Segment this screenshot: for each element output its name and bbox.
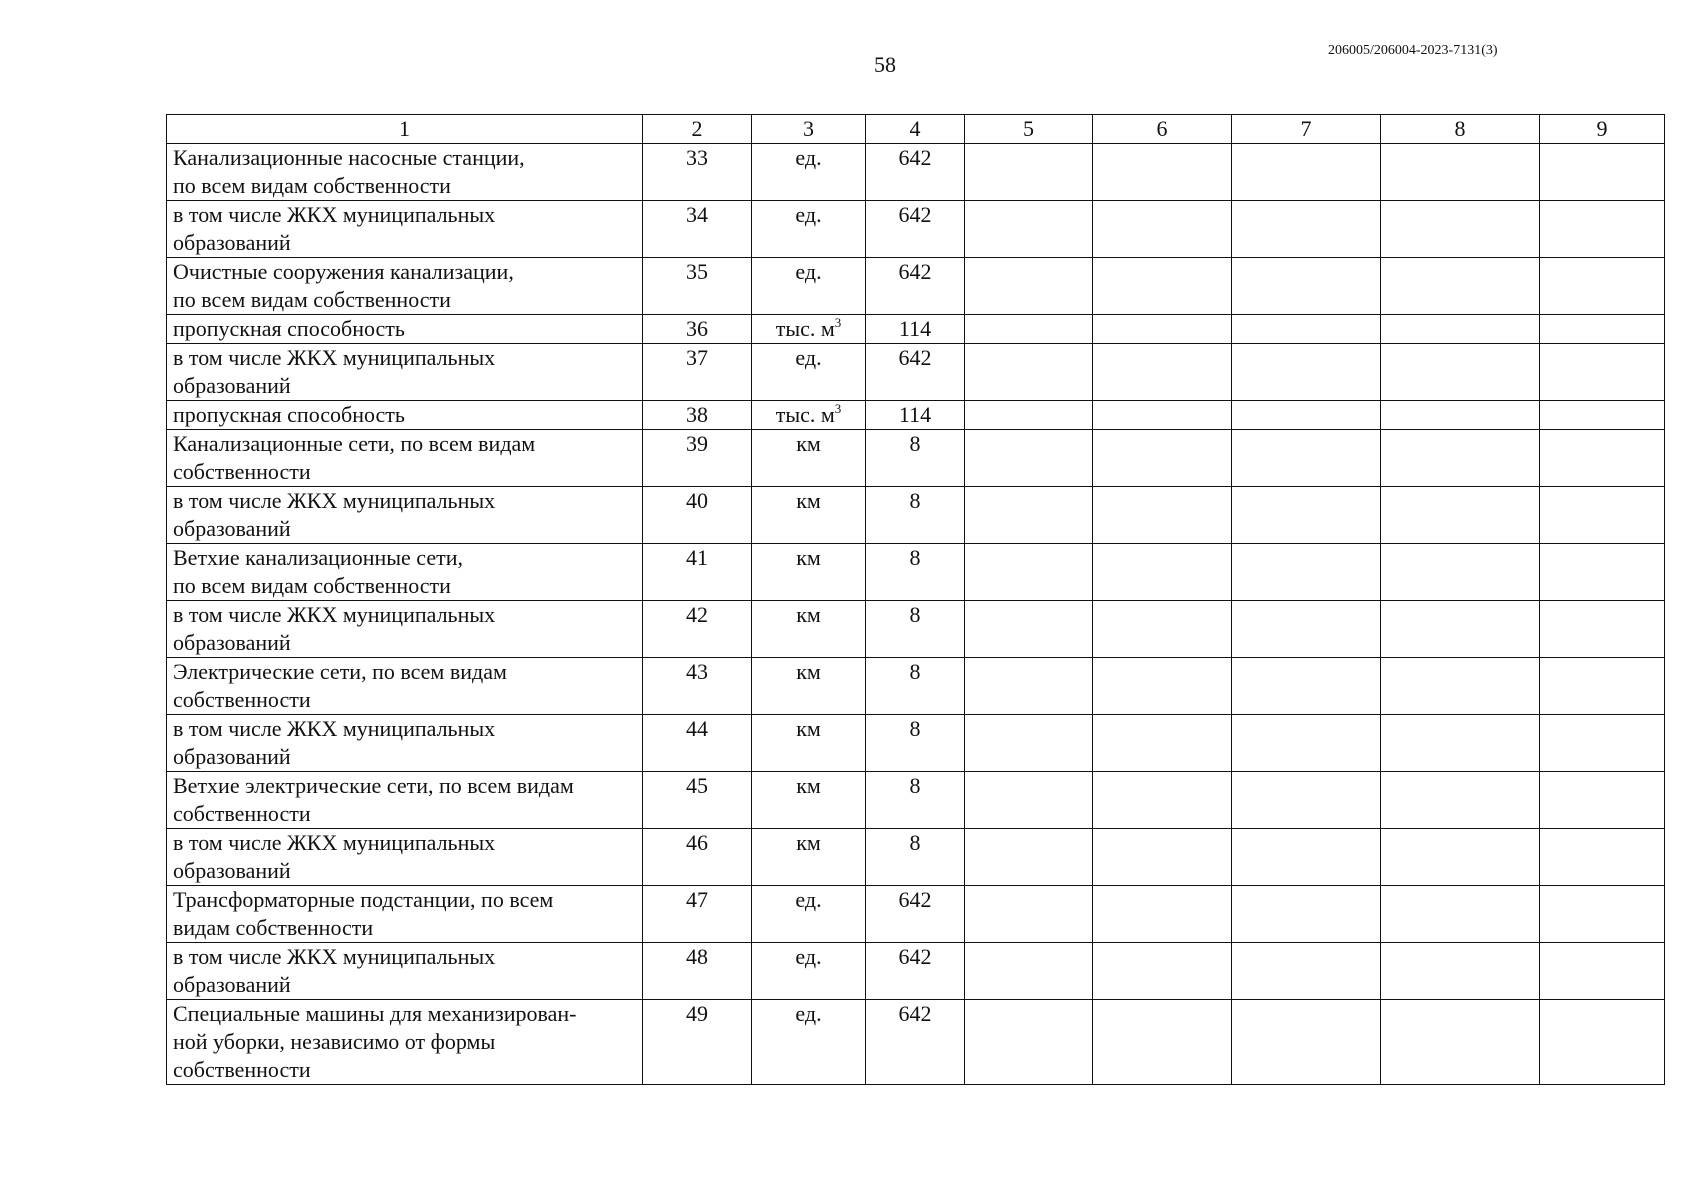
unit-superscript: 3 xyxy=(834,315,842,330)
value-cell xyxy=(965,201,1093,258)
value-cell xyxy=(1540,315,1665,344)
indicator-name-cell xyxy=(167,258,643,315)
value-cell xyxy=(965,772,1093,829)
column-header: 4 xyxy=(866,115,965,144)
table-row xyxy=(167,487,1665,544)
value-cell xyxy=(1540,487,1665,544)
value-cell xyxy=(1381,658,1540,715)
line-number-cell: 42 xyxy=(643,601,752,658)
value-cell xyxy=(1381,544,1540,601)
unit-cell xyxy=(752,201,866,258)
value-cell xyxy=(965,344,1093,401)
indicator-name-line: Очистные сооружения канализации, xyxy=(173,259,514,284)
unit-label: км xyxy=(796,602,821,627)
value-cell xyxy=(965,544,1093,601)
line-number-cell: 35 xyxy=(643,258,752,315)
okei-code-cell: 642 xyxy=(866,201,965,258)
value-cell xyxy=(1232,487,1381,544)
table-row xyxy=(167,544,1665,601)
indicator-name-line: пропускная способность xyxy=(173,316,405,341)
indicator-name-line: образований xyxy=(173,630,291,655)
line-number-cell: 47 xyxy=(643,886,752,943)
indicator-name-cell xyxy=(167,1000,643,1085)
unit-label: ед. xyxy=(795,887,822,912)
unit-label: км xyxy=(796,659,821,684)
unit-cell xyxy=(752,943,866,1000)
line-number-cell: 36 xyxy=(643,315,752,344)
table-row xyxy=(167,1000,1665,1085)
okei-code-cell: 642 xyxy=(866,258,965,315)
value-cell xyxy=(1093,487,1232,544)
value-cell xyxy=(965,715,1093,772)
value-cell xyxy=(1093,943,1232,1000)
okei-code-cell: 8 xyxy=(866,772,965,829)
indicator-name-line: в том числе ЖКХ муниципальных xyxy=(173,944,496,969)
report-table xyxy=(166,114,1665,1085)
unit-label: ед. xyxy=(795,944,822,969)
value-cell xyxy=(1232,401,1381,430)
value-cell xyxy=(1381,601,1540,658)
column-header: 8 xyxy=(1381,115,1540,144)
value-cell xyxy=(965,401,1093,430)
okei-code-cell: 642 xyxy=(866,943,965,1000)
value-cell xyxy=(1093,829,1232,886)
value-cell xyxy=(1232,601,1381,658)
unit-cell xyxy=(752,715,866,772)
okei-code-cell: 8 xyxy=(866,487,965,544)
unit-cell xyxy=(752,601,866,658)
value-cell xyxy=(1381,258,1540,315)
value-cell xyxy=(1540,144,1665,201)
value-cell xyxy=(1381,315,1540,344)
indicator-name-line: образований xyxy=(173,972,291,997)
unit-label: ед. xyxy=(795,145,822,170)
indicator-name-line: в том числе ЖКХ муниципальных xyxy=(173,488,496,513)
line-number-cell: 39 xyxy=(643,430,752,487)
page-number: 58 xyxy=(874,52,896,77)
indicator-name-line: собственности xyxy=(173,1057,311,1082)
column-header: 1 xyxy=(167,115,643,144)
indicator-name-line: в том числе ЖКХ муниципальных xyxy=(173,202,496,227)
value-cell xyxy=(1540,258,1665,315)
unit-cell xyxy=(752,886,866,943)
indicator-name-line: в том числе ЖКХ муниципальных xyxy=(173,716,496,741)
indicator-name-line: ной уборки, независимо от формы xyxy=(173,1029,496,1054)
indicator-name-line: собственности xyxy=(173,459,311,484)
table-row xyxy=(167,715,1665,772)
indicator-name-line: в том числе ЖКХ муниципальных xyxy=(173,830,496,855)
unit-cell xyxy=(752,658,866,715)
value-cell xyxy=(1232,258,1381,315)
value-cell xyxy=(1232,658,1381,715)
indicator-name-cell xyxy=(167,487,643,544)
line-number-cell: 49 xyxy=(643,1000,752,1085)
unit-label: ед. xyxy=(795,345,822,370)
table-row xyxy=(167,658,1665,715)
value-cell xyxy=(1540,658,1665,715)
indicator-name-line: образований xyxy=(173,230,291,255)
indicator-name-line: собственности xyxy=(173,687,311,712)
table-row xyxy=(167,201,1665,258)
value-cell xyxy=(1381,772,1540,829)
indicator-name-cell xyxy=(167,201,643,258)
indicator-name-line: образований xyxy=(173,516,291,541)
value-cell xyxy=(1093,658,1232,715)
value-cell xyxy=(1093,544,1232,601)
line-number-cell: 41 xyxy=(643,544,752,601)
header-row xyxy=(167,115,1665,144)
okei-code-cell: 642 xyxy=(866,1000,965,1085)
indicator-name-line: образований xyxy=(173,858,291,883)
indicator-name-line: Трансформаторные подстанции, по всем xyxy=(173,887,554,912)
line-number-cell: 34 xyxy=(643,201,752,258)
value-cell xyxy=(1381,430,1540,487)
value-cell xyxy=(965,487,1093,544)
value-cell xyxy=(965,430,1093,487)
column-header: 7 xyxy=(1232,115,1381,144)
value-cell xyxy=(1093,401,1232,430)
value-cell xyxy=(1093,430,1232,487)
value-cell xyxy=(1540,201,1665,258)
indicator-name-line: Специальные машины для механизирован- xyxy=(173,1001,577,1026)
unit-label: ед. xyxy=(795,202,822,227)
table-body xyxy=(167,144,1665,1085)
table-row xyxy=(167,315,1665,344)
table-row xyxy=(167,344,1665,401)
value-cell xyxy=(1232,1000,1381,1085)
value-cell xyxy=(1093,258,1232,315)
table-row xyxy=(167,943,1665,1000)
document-id: 206005/206004-2023-7131(3) xyxy=(1328,43,1498,58)
indicator-name-line: по всем видам собственности xyxy=(173,573,451,598)
value-cell xyxy=(1381,1000,1540,1085)
value-cell xyxy=(1093,772,1232,829)
indicator-name-line: Канализационные насосные станции, xyxy=(173,145,525,170)
unit-cell xyxy=(752,829,866,886)
unit-cell xyxy=(752,258,866,315)
value-cell xyxy=(965,1000,1093,1085)
column-header: 9 xyxy=(1540,115,1665,144)
unit-label: тыс. м xyxy=(775,316,835,341)
unit-cell xyxy=(752,772,866,829)
unit-label: км xyxy=(796,716,821,741)
unit-cell xyxy=(752,315,866,344)
okei-code-cell: 114 xyxy=(866,315,965,344)
value-cell xyxy=(1540,943,1665,1000)
indicator-name-cell xyxy=(167,829,643,886)
value-cell xyxy=(1540,829,1665,886)
value-cell xyxy=(965,601,1093,658)
value-cell xyxy=(965,144,1093,201)
table-row xyxy=(167,144,1665,201)
value-cell xyxy=(1093,886,1232,943)
value-cell xyxy=(965,943,1093,1000)
value-cell xyxy=(1381,886,1540,943)
indicator-name-line: образований xyxy=(173,744,291,769)
indicator-name-cell xyxy=(167,772,643,829)
line-number-cell: 43 xyxy=(643,658,752,715)
value-cell xyxy=(965,315,1093,344)
table-row xyxy=(167,430,1665,487)
value-cell xyxy=(965,886,1093,943)
column-header: 3 xyxy=(752,115,866,144)
value-cell xyxy=(1381,943,1540,1000)
unit-label: км xyxy=(796,431,821,456)
unit-cell xyxy=(752,544,866,601)
value-cell xyxy=(1381,715,1540,772)
indicator-name-line: Электрические сети, по всем видам xyxy=(173,659,507,684)
table-row xyxy=(167,886,1665,943)
value-cell xyxy=(1381,201,1540,258)
value-cell xyxy=(1232,829,1381,886)
value-cell xyxy=(1540,601,1665,658)
unit-label: ед. xyxy=(795,259,822,284)
indicator-name-cell xyxy=(167,544,643,601)
unit-label: км xyxy=(796,488,821,513)
value-cell xyxy=(1093,144,1232,201)
value-cell xyxy=(1093,1000,1232,1085)
value-cell xyxy=(1381,401,1540,430)
okei-code-cell: 642 xyxy=(866,886,965,943)
okei-code-cell: 8 xyxy=(866,601,965,658)
value-cell xyxy=(1381,144,1540,201)
table-row xyxy=(167,601,1665,658)
value-cell xyxy=(1540,772,1665,829)
indicator-name-line: в том числе ЖКХ муниципальных xyxy=(173,602,496,627)
unit-cell xyxy=(752,144,866,201)
indicator-name-cell xyxy=(167,430,643,487)
value-cell xyxy=(1232,886,1381,943)
line-number-cell: 46 xyxy=(643,829,752,886)
value-cell xyxy=(1093,601,1232,658)
value-cell xyxy=(1540,401,1665,430)
line-number-cell: 40 xyxy=(643,487,752,544)
value-cell xyxy=(965,258,1093,315)
indicator-name-cell xyxy=(167,315,643,344)
value-cell xyxy=(1540,886,1665,943)
table-row xyxy=(167,258,1665,315)
unit-label: км xyxy=(796,830,821,855)
value-cell xyxy=(1540,344,1665,401)
unit-superscript: 3 xyxy=(834,401,842,416)
column-header: 6 xyxy=(1093,115,1232,144)
value-cell xyxy=(1093,344,1232,401)
indicator-name-cell xyxy=(167,715,643,772)
column-header: 2 xyxy=(643,115,752,144)
indicator-name-line: Ветхие канализационные сети, xyxy=(173,545,463,570)
okei-code-cell: 8 xyxy=(866,715,965,772)
value-cell xyxy=(1381,344,1540,401)
value-cell xyxy=(1093,715,1232,772)
indicator-name-cell xyxy=(167,344,643,401)
indicator-name-line: собственности xyxy=(173,801,311,826)
value-cell xyxy=(965,658,1093,715)
unit-cell xyxy=(752,487,866,544)
okei-code-cell: 8 xyxy=(866,829,965,886)
unit-cell xyxy=(752,430,866,487)
indicator-name-line: пропускная способность xyxy=(173,402,405,427)
indicator-name-line: Ветхие электрические сети, по всем видам xyxy=(173,773,574,798)
indicator-name-line: Канализационные сети, по всем видам xyxy=(173,431,536,456)
value-cell xyxy=(1232,344,1381,401)
unit-label: тыс. м xyxy=(775,402,835,427)
value-cell xyxy=(1093,315,1232,344)
value-cell xyxy=(1093,201,1232,258)
line-number-cell: 48 xyxy=(643,943,752,1000)
value-cell xyxy=(1540,430,1665,487)
indicator-name-cell xyxy=(167,886,643,943)
value-cell xyxy=(1232,430,1381,487)
column-header: 5 xyxy=(965,115,1093,144)
okei-code-cell: 642 xyxy=(866,144,965,201)
indicator-name-line: по всем видам собственности xyxy=(173,287,451,312)
value-cell xyxy=(1232,772,1381,829)
line-number-cell: 33 xyxy=(643,144,752,201)
unit-cell xyxy=(752,1000,866,1085)
line-number-cell: 45 xyxy=(643,772,752,829)
value-cell xyxy=(1540,1000,1665,1085)
value-cell xyxy=(1232,943,1381,1000)
unit-cell xyxy=(752,401,866,430)
unit-label: ед. xyxy=(795,1001,822,1026)
indicator-name-cell xyxy=(167,601,643,658)
value-cell xyxy=(1540,544,1665,601)
line-number-cell: 38 xyxy=(643,401,752,430)
okei-code-cell: 8 xyxy=(866,658,965,715)
okei-code-cell: 8 xyxy=(866,544,965,601)
unit-cell xyxy=(752,344,866,401)
line-number-cell: 37 xyxy=(643,344,752,401)
indicator-name-line: образований xyxy=(173,373,291,398)
value-cell xyxy=(1232,201,1381,258)
value-cell xyxy=(1232,715,1381,772)
table-row xyxy=(167,829,1665,886)
okei-code-cell: 114 xyxy=(866,401,965,430)
value-cell xyxy=(1381,487,1540,544)
indicator-name-cell xyxy=(167,943,643,1000)
table-row xyxy=(167,772,1665,829)
indicator-name-line: по всем видам собственности xyxy=(173,173,451,198)
line-number-cell: 44 xyxy=(643,715,752,772)
value-cell xyxy=(1232,315,1381,344)
indicator-name-line: в том числе ЖКХ муниципальных xyxy=(173,345,496,370)
value-cell xyxy=(1232,144,1381,201)
indicator-name-cell xyxy=(167,658,643,715)
unit-label: км xyxy=(796,773,821,798)
okei-code-cell: 8 xyxy=(866,430,965,487)
okei-code-cell: 642 xyxy=(866,344,965,401)
indicator-name-cell xyxy=(167,144,643,201)
table-row xyxy=(167,401,1665,430)
indicator-name-line: видам собственности xyxy=(173,915,374,940)
indicator-name-cell xyxy=(167,401,643,430)
value-cell xyxy=(1232,544,1381,601)
unit-label: км xyxy=(796,545,821,570)
value-cell xyxy=(965,829,1093,886)
value-cell xyxy=(1540,715,1665,772)
value-cell xyxy=(1381,829,1540,886)
